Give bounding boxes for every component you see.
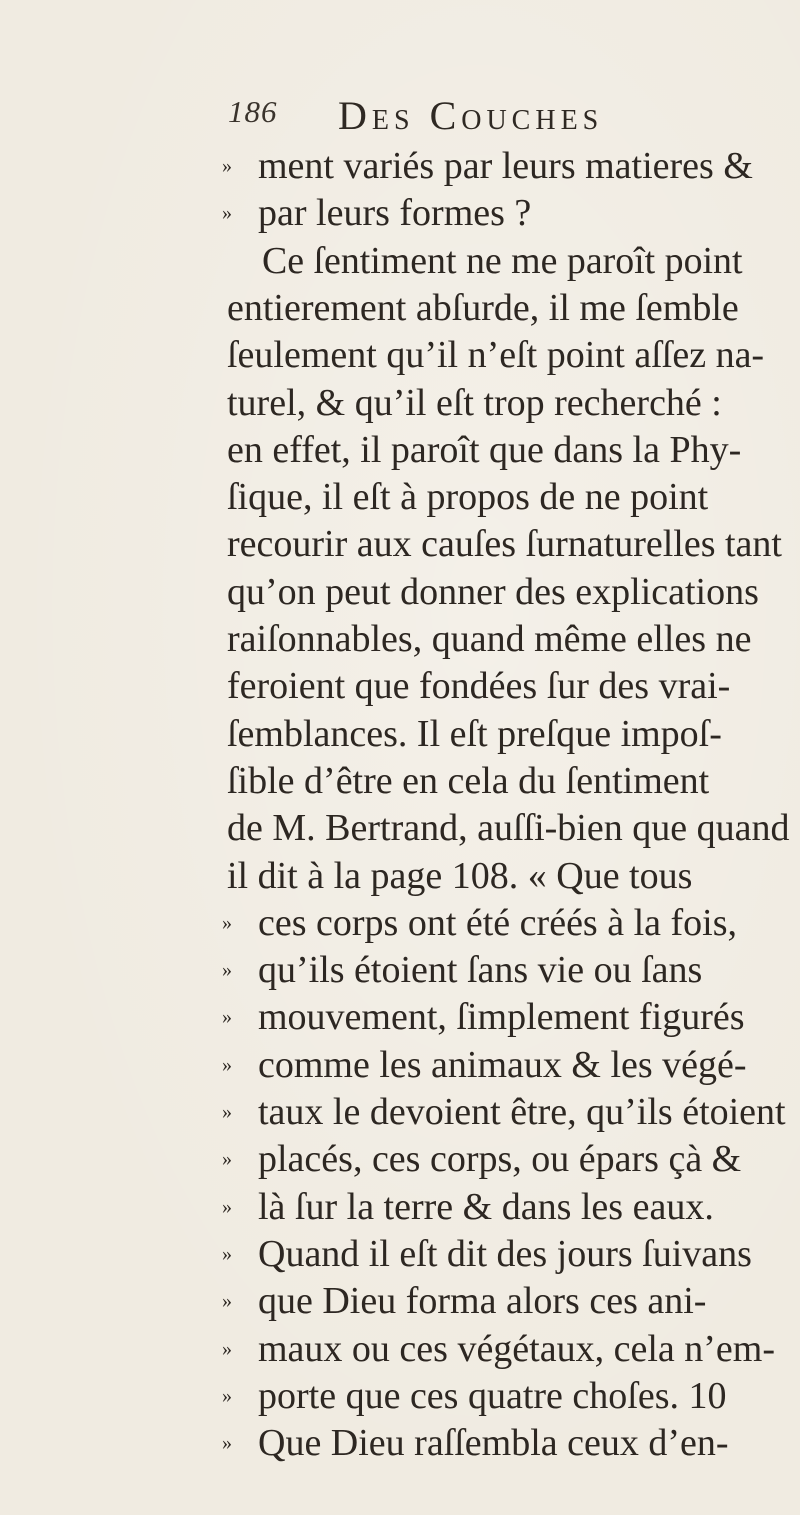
quotation-mark: » — [222, 1385, 232, 1407]
line-text: ſeulement qu’il n’eſt point aſſez na- — [227, 334, 765, 376]
line-text: turel, & qu’il eſt trop recherché : — [227, 382, 722, 424]
text-line — [0, 189, 800, 237]
text-line — [0, 237, 800, 285]
page-header — [228, 92, 788, 142]
text-line — [0, 899, 800, 947]
line-text: ment variés par leurs matieres & — [258, 145, 753, 187]
text-line — [0, 662, 800, 710]
text-line — [0, 1277, 800, 1325]
line-text: entierement abſurde, il me ſemble — [227, 287, 739, 329]
quotation-mark: » — [222, 1432, 232, 1454]
text-line — [0, 757, 800, 805]
text-line — [0, 852, 800, 900]
text-line — [0, 1041, 800, 1089]
text-line — [0, 993, 800, 1041]
text-line — [0, 520, 800, 568]
quotation-mark: » — [222, 155, 232, 177]
quotation-mark: » — [222, 1196, 232, 1218]
text-line — [0, 142, 800, 190]
line-text: recourir aux cauſes ſurnaturelles tant — [227, 523, 782, 565]
quotation-mark: » — [222, 1148, 232, 1170]
text-line — [0, 1135, 800, 1183]
text-line — [0, 568, 800, 616]
text-line — [0, 1088, 800, 1136]
text-line — [0, 946, 800, 994]
line-text: il dit à la page 108. « Que tous — [227, 855, 693, 897]
text-line — [0, 1419, 800, 1467]
line-text: porte que ces quatre choſes. 10 — [258, 1375, 727, 1417]
line-text: mouvement, ſimplement figurés — [258, 996, 745, 1038]
line-text: Quand il eſt dit des jours ſuivans — [258, 1233, 752, 1275]
line-text: Que Dieu raſſembla ceux d’en- — [258, 1422, 729, 1464]
line-text: placés, ces corps, ou épars çà & — [258, 1138, 742, 1180]
quotation-mark: » — [222, 912, 232, 934]
quotation-mark: » — [222, 1338, 232, 1360]
line-text: par leurs formes ? — [258, 192, 532, 234]
text-line — [0, 379, 800, 427]
text-line — [0, 426, 800, 474]
quotation-mark: » — [222, 1054, 232, 1076]
line-text: qu’on peut donner des explications — [227, 571, 759, 613]
line-text: ces corps ont été créés à la fois, — [258, 902, 738, 944]
text-line — [0, 804, 800, 852]
text-line — [0, 1372, 800, 1420]
quotation-mark: » — [222, 1101, 232, 1123]
quotation-mark: » — [222, 959, 232, 981]
line-text: que Dieu forma alors ces ani- — [258, 1280, 707, 1322]
line-text: Ce ſentiment ne me paroît point — [262, 240, 743, 282]
text-line — [0, 1325, 800, 1373]
line-text: taux le devoient être, qu’ils étoient — [258, 1091, 786, 1133]
line-text: comme les animaux & les végé- — [258, 1044, 747, 1086]
line-text: ſique, il eſt à propos de ne point — [227, 476, 709, 518]
quotation-mark: » — [222, 1006, 232, 1028]
text-line — [0, 710, 800, 758]
line-text: en effet, il paroît que dans la Phy- — [227, 429, 742, 471]
text-line — [0, 331, 800, 379]
text-line — [0, 473, 800, 521]
text-line — [0, 1230, 800, 1278]
text-line — [0, 615, 800, 663]
quotation-mark: » — [222, 202, 232, 224]
line-text: qu’ils étoient ſans vie ou ſans — [258, 949, 703, 991]
quotation-mark: » — [222, 1243, 232, 1265]
quotation-mark: » — [222, 1290, 232, 1312]
running-title: Des Couches — [338, 93, 604, 138]
line-text: ſible d’être en cela du ſentiment — [227, 760, 710, 802]
line-text: là ſur la terre & dans les eaux. — [258, 1186, 714, 1228]
line-text: de M. Bertrand, auſſi-bien que quand — [227, 807, 790, 849]
line-text: maux ou ces végétaux, cela n’em- — [258, 1328, 775, 1370]
text-line — [0, 284, 800, 332]
page-number: 186 — [228, 94, 278, 129]
line-text: feroient que fondées ſur des vrai- — [227, 665, 731, 707]
text-line — [0, 1183, 800, 1231]
line-text: ſemblances. Il eſt preſque impoſ- — [227, 713, 722, 755]
line-text: raiſonnables, quand même elles ne — [227, 618, 752, 660]
